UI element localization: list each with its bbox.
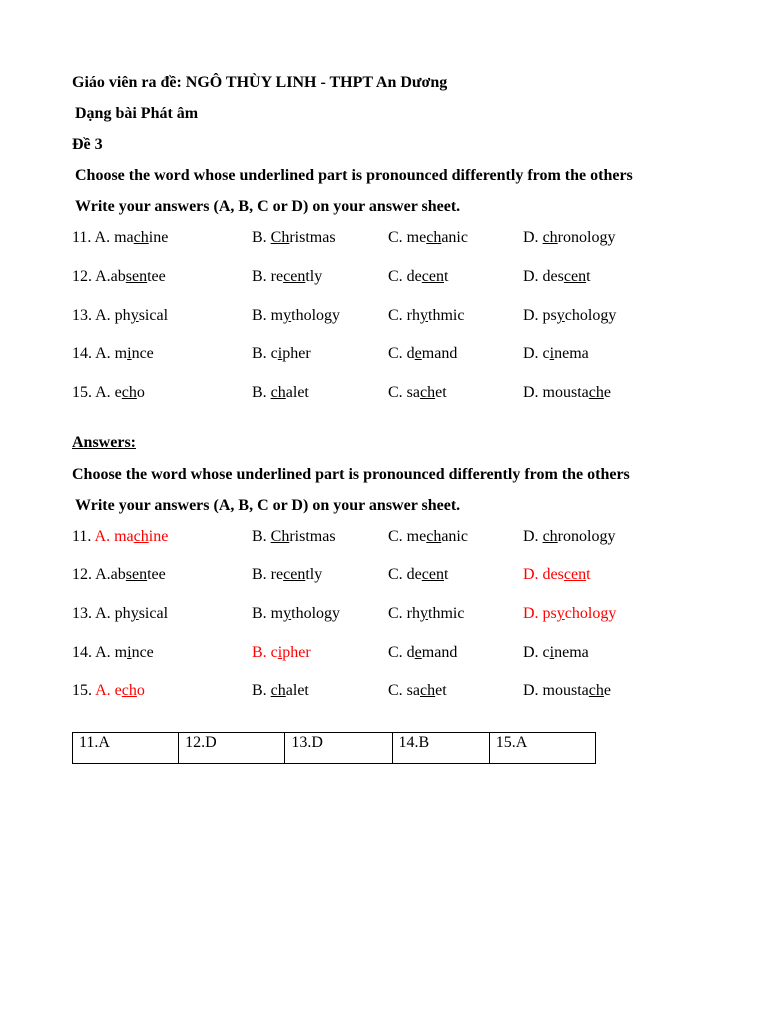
option-a bbox=[72, 527, 168, 547]
option-text: alet bbox=[285, 384, 309, 401]
underlined-part: cen bbox=[421, 566, 444, 583]
question-row bbox=[0, 681, 768, 701]
option-b bbox=[252, 383, 309, 403]
underlined-part: y bbox=[420, 605, 428, 622]
option-b bbox=[252, 643, 311, 663]
option-a bbox=[72, 306, 168, 326]
option-text: A. ma bbox=[94, 229, 134, 246]
underlined-part: cen bbox=[421, 268, 444, 285]
option-text: B. c bbox=[252, 345, 278, 362]
underlined-part: e bbox=[414, 644, 422, 661]
option-text: B. re bbox=[252, 268, 284, 285]
option-text: D. mousta bbox=[523, 682, 589, 699]
option-c bbox=[388, 565, 448, 585]
answers-instruction-1: Choose the word whose underlined part is pronounced differently from the others bbox=[72, 466, 630, 483]
option-a bbox=[72, 228, 168, 248]
option-text: thmic bbox=[428, 605, 465, 622]
question-number: 15. bbox=[72, 682, 96, 699]
option-text: tee bbox=[147, 268, 166, 285]
option-text: A. m bbox=[95, 644, 128, 661]
option-text: D. mousta bbox=[523, 384, 589, 401]
question-row bbox=[0, 228, 768, 248]
underlined-part: i bbox=[127, 345, 132, 362]
instruction-1: Choose the word whose underlined part is pronounced differently from the others bbox=[75, 167, 633, 184]
option-text: A.ab bbox=[95, 566, 126, 583]
question-row bbox=[0, 604, 768, 624]
underlined-part: y bbox=[556, 307, 565, 324]
answers-title: Answers: bbox=[72, 434, 136, 451]
underlined-part: i bbox=[549, 345, 555, 362]
option-text: t bbox=[443, 566, 449, 583]
option-text: C. rh bbox=[388, 307, 420, 324]
option-text: anic bbox=[441, 229, 468, 246]
underlined-part: ch bbox=[133, 229, 149, 246]
underlined-part: ch bbox=[426, 528, 442, 545]
underlined-part: Ch bbox=[270, 528, 290, 545]
underlined-part: ch bbox=[588, 682, 604, 699]
option-text: sical bbox=[138, 307, 169, 324]
underlined-part: i bbox=[277, 345, 283, 362]
option-text: C. me bbox=[388, 229, 427, 246]
option-a bbox=[72, 681, 145, 701]
question-row bbox=[0, 527, 768, 547]
underlined-part: cen bbox=[283, 566, 306, 583]
option-d bbox=[523, 344, 589, 364]
option-text: D. des bbox=[523, 268, 564, 285]
option-text: anic bbox=[441, 528, 468, 545]
teacher-line: Giáo viên ra đề: NGÔ THÙY LINH - THPT An Dương bbox=[72, 74, 448, 91]
option-c bbox=[388, 228, 468, 248]
option-text: pher bbox=[282, 345, 311, 362]
option-text: D. bbox=[523, 229, 543, 246]
option-b bbox=[252, 267, 322, 287]
option-text: D. des bbox=[523, 566, 564, 583]
underlined-part: ch bbox=[121, 682, 137, 699]
option-c bbox=[388, 643, 457, 663]
question-row bbox=[0, 267, 768, 287]
option-d bbox=[523, 604, 616, 624]
option-text: A. e bbox=[95, 384, 122, 401]
answer-cell: 11.A bbox=[73, 733, 179, 764]
option-b bbox=[252, 604, 340, 624]
exam-number: Đề 3 bbox=[72, 136, 103, 153]
underlined-part: y bbox=[283, 307, 292, 324]
answer-table-row bbox=[73, 733, 596, 764]
option-text: t bbox=[586, 268, 591, 285]
option-text: C. de bbox=[388, 268, 422, 285]
option-b bbox=[252, 681, 309, 701]
option-text: C. sa bbox=[388, 682, 420, 699]
option-text: A. e bbox=[95, 682, 122, 699]
underlined-part: y bbox=[420, 307, 428, 324]
underlined-part: cen bbox=[283, 268, 306, 285]
underlined-part: ch bbox=[426, 229, 442, 246]
option-text: C. rh bbox=[388, 605, 420, 622]
answer-cell: 15.A bbox=[489, 733, 595, 764]
option-text: tee bbox=[147, 566, 166, 583]
option-text: chology bbox=[564, 307, 617, 324]
underlined-part: y bbox=[556, 605, 565, 622]
option-text: alet bbox=[285, 682, 309, 699]
underlined-part: Ch bbox=[270, 229, 290, 246]
answers-instruction-2: Write your answers (A, B, C or D) on your answer sheet. bbox=[75, 497, 461, 514]
option-text: tly bbox=[305, 566, 323, 583]
answer-table bbox=[72, 732, 596, 764]
question-number: 15. bbox=[72, 384, 96, 401]
underlined-part: ch bbox=[420, 682, 436, 699]
answer-cell: 12.D bbox=[179, 733, 285, 764]
option-text: C. de bbox=[388, 566, 422, 583]
underlined-part: i bbox=[127, 644, 132, 661]
option-text: D. bbox=[523, 528, 543, 545]
underlined-part: e bbox=[414, 345, 422, 362]
question-row bbox=[0, 344, 768, 364]
option-d bbox=[523, 527, 615, 547]
option-a bbox=[72, 565, 166, 585]
answer-cell: 14.B bbox=[392, 733, 489, 764]
question-number: 12. bbox=[72, 268, 96, 285]
topic-line: Dạng bài Phát âm bbox=[75, 105, 199, 122]
option-text: ine bbox=[148, 528, 169, 545]
question-row bbox=[0, 643, 768, 663]
option-text: ronology bbox=[557, 229, 616, 246]
question-number: 14. bbox=[72, 644, 96, 661]
underlined-part: ch bbox=[542, 528, 558, 545]
question-number: 12. bbox=[72, 566, 96, 583]
option-text: nema bbox=[554, 644, 589, 661]
option-d bbox=[523, 228, 615, 248]
option-text: B. bbox=[252, 682, 271, 699]
option-d bbox=[523, 681, 611, 701]
option-text: C. d bbox=[388, 644, 415, 661]
option-c bbox=[388, 306, 464, 326]
underlined-part: i bbox=[549, 644, 555, 661]
option-c bbox=[388, 527, 468, 547]
option-text: A. ph bbox=[95, 605, 131, 622]
option-text: C. me bbox=[388, 528, 427, 545]
option-text: D. ps bbox=[523, 307, 557, 324]
option-d bbox=[523, 383, 611, 403]
question-number: 14. bbox=[72, 345, 96, 362]
option-text: nema bbox=[554, 345, 589, 362]
option-d bbox=[523, 267, 591, 287]
option-text: mand bbox=[421, 345, 458, 362]
option-a bbox=[72, 267, 166, 287]
instruction-2: Write your answers (A, B, C or D) on your answer sheet. bbox=[75, 198, 461, 215]
option-text: et bbox=[435, 682, 447, 699]
option-text: C. sa bbox=[388, 384, 420, 401]
option-text: B. m bbox=[252, 307, 284, 324]
question-row bbox=[0, 306, 768, 326]
option-d bbox=[523, 306, 616, 326]
option-text: B. m bbox=[252, 605, 284, 622]
question-number: 13. bbox=[72, 605, 96, 622]
option-text: t bbox=[443, 268, 449, 285]
option-text: et bbox=[435, 384, 447, 401]
option-text: sical bbox=[138, 605, 169, 622]
underlined-part: sen bbox=[125, 268, 148, 285]
underlined-part: ch bbox=[588, 384, 604, 401]
option-c bbox=[388, 344, 457, 364]
underlined-part: i bbox=[277, 644, 283, 661]
option-text: thmic bbox=[428, 307, 465, 324]
option-text: B. bbox=[252, 528, 271, 545]
question-number: 13. bbox=[72, 307, 96, 324]
option-text: A. ma bbox=[94, 528, 134, 545]
option-text: D. c bbox=[523, 644, 550, 661]
option-c bbox=[388, 604, 464, 624]
option-text: B. bbox=[252, 384, 271, 401]
option-text: o bbox=[136, 384, 145, 401]
option-text: pher bbox=[282, 644, 311, 661]
option-c bbox=[388, 383, 447, 403]
underlined-part: y bbox=[283, 605, 292, 622]
underlined-part: cen bbox=[563, 566, 587, 583]
option-text: B. c bbox=[252, 644, 278, 661]
option-a bbox=[72, 383, 145, 403]
option-text: t bbox=[586, 566, 591, 583]
option-text: A. m bbox=[95, 345, 128, 362]
underlined-part: ch bbox=[420, 384, 436, 401]
option-text: B. bbox=[252, 229, 271, 246]
answer-cell: 13.D bbox=[285, 733, 392, 764]
option-b bbox=[252, 344, 311, 364]
option-b bbox=[252, 228, 336, 248]
underlined-part: ch bbox=[270, 384, 286, 401]
option-c bbox=[388, 267, 448, 287]
option-text: thology bbox=[291, 307, 341, 324]
underlined-part: y bbox=[130, 605, 139, 622]
underlined-part: sen bbox=[125, 566, 148, 583]
option-text: ine bbox=[148, 229, 169, 246]
option-d bbox=[523, 643, 589, 663]
underlined-part: cen bbox=[563, 268, 587, 285]
underlined-part: ch bbox=[542, 229, 558, 246]
option-b bbox=[252, 527, 336, 547]
option-b bbox=[252, 306, 340, 326]
option-a bbox=[72, 344, 154, 364]
question-row bbox=[0, 383, 768, 403]
option-text: nce bbox=[131, 644, 154, 661]
option-text: D. ps bbox=[523, 605, 557, 622]
option-text: ristmas bbox=[289, 229, 336, 246]
option-text: e bbox=[603, 682, 611, 699]
option-text: chology bbox=[564, 605, 617, 622]
underlined-part: y bbox=[130, 307, 139, 324]
option-text: D. c bbox=[523, 345, 550, 362]
option-b bbox=[252, 565, 322, 585]
option-text: tly bbox=[305, 268, 323, 285]
question-number: 11. bbox=[72, 229, 95, 246]
option-text: A.ab bbox=[95, 268, 126, 285]
option-text: ristmas bbox=[289, 528, 336, 545]
option-c bbox=[388, 681, 447, 701]
option-text: o bbox=[136, 682, 145, 699]
option-text: C. d bbox=[388, 345, 415, 362]
underlined-part: ch bbox=[133, 528, 149, 545]
option-text: mand bbox=[421, 644, 458, 661]
underlined-part: ch bbox=[121, 384, 137, 401]
option-a bbox=[72, 643, 154, 663]
option-text: B. re bbox=[252, 566, 284, 583]
question-number: 11. bbox=[72, 528, 95, 545]
option-text: e bbox=[603, 384, 611, 401]
option-a bbox=[72, 604, 168, 624]
option-text: nce bbox=[131, 345, 154, 362]
question-row bbox=[0, 565, 768, 585]
option-text: thology bbox=[291, 605, 341, 622]
option-d bbox=[523, 565, 591, 585]
underlined-part: ch bbox=[270, 682, 286, 699]
option-text: A. ph bbox=[95, 307, 131, 324]
option-text: ronology bbox=[557, 528, 616, 545]
